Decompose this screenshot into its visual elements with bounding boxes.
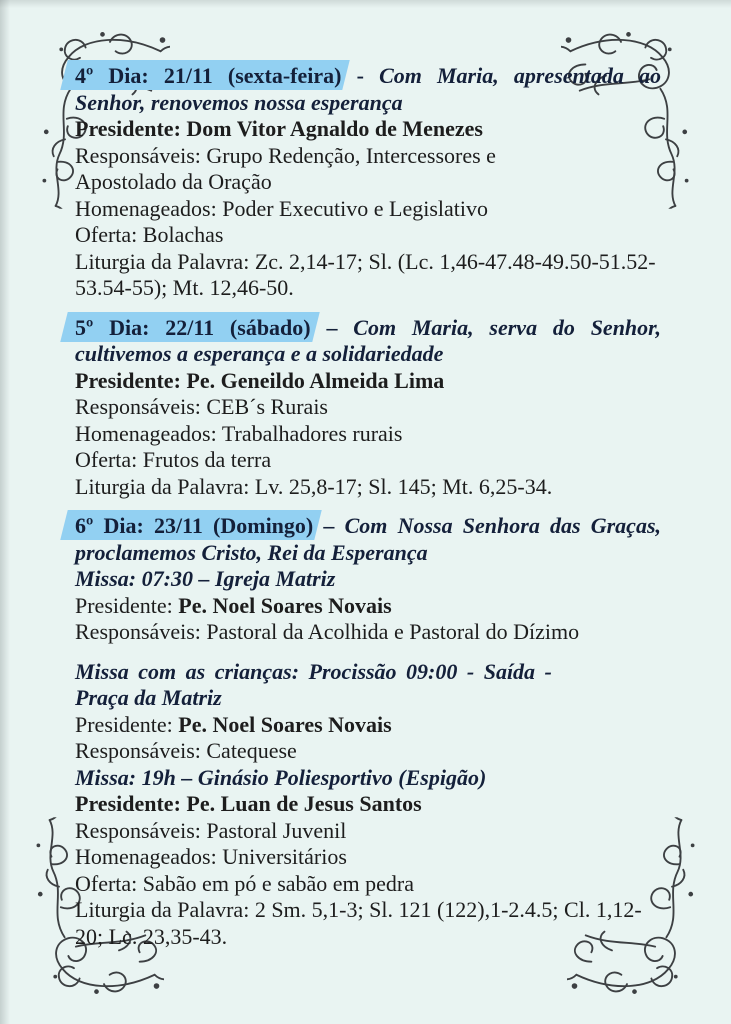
program-line <box>75 712 661 739</box>
program-line <box>75 659 661 686</box>
text-segment: Presidente: <box>75 711 179 737</box>
text-segment: Pe. Noel Soares Novais <box>178 592 392 618</box>
text-segment: Responsáveis: CEB´s Rurais <box>75 394 328 419</box>
text-segment: Homenageados: Poder Executivo e Legislativo <box>75 195 488 221</box>
program-line <box>75 791 661 818</box>
day-heading-highlight: 5º Dia: 22/11 (sábado) <box>75 314 311 340</box>
text-segment: Oferta: Frutos da terra <box>75 447 272 472</box>
program-day-section <box>75 315 661 501</box>
program-line <box>75 566 661 593</box>
text-segment: – <box>313 513 345 538</box>
program-line <box>75 63 661 90</box>
text-segment: Missa com as crianças: Procissão 09:00 - Saída - <box>75 658 552 684</box>
text-segment: Responsáveis: Pastoral Juvenil <box>75 817 347 843</box>
program-line <box>75 593 661 620</box>
scan-edge-shadow-top <box>0 0 731 8</box>
program-line <box>75 315 661 342</box>
text-segment: Responsáveis: Grupo Redenção, Intercessores e <box>75 142 496 168</box>
program-line <box>75 619 661 646</box>
program-line <box>75 394 661 421</box>
text-segment: - <box>341 63 380 88</box>
text-segment: Presidente: Pe. Luan de Jesus Santos <box>75 791 422 816</box>
program-line <box>75 222 661 249</box>
program-line <box>75 685 661 712</box>
scan-edge-shadow-left <box>0 0 10 1024</box>
text-segment: Com Maria, apresentada ao <box>379 63 661 88</box>
program-line <box>75 368 661 395</box>
program-line <box>75 90 661 117</box>
text-segment: Senhor, renovemos nossa esperança <box>75 89 403 115</box>
program-line <box>75 196 661 223</box>
program-day-section <box>75 659 661 951</box>
program-line <box>75 275 661 302</box>
text-segment: Liturgia da Palavra: Zc. 2,14-17; Sl. (Lc. 1,46-47.48-49.50-51.52- <box>75 248 656 274</box>
text-segment: Homenageados: Universitários <box>75 844 347 869</box>
program-line <box>75 897 661 924</box>
program-content <box>75 63 661 950</box>
text-segment: Liturgia da Palavra: Lv. 25,8-17; Sl. 145; Mt. 6,25-34. <box>75 473 553 499</box>
program-day-section <box>75 63 661 302</box>
program-line <box>75 513 661 540</box>
program-line <box>75 143 661 170</box>
day-heading-highlight: 6º Dia: 23/11 (Domingo) <box>75 513 314 538</box>
text-segment: Responsáveis: Catequese <box>75 738 297 763</box>
program-line <box>75 540 661 567</box>
day-heading-highlight: 4º Dia: 21/11 (sexta-feira) <box>75 63 342 88</box>
text-segment: Missa: 07:30 – Igreja Matriz <box>75 566 336 591</box>
program-line <box>75 871 661 898</box>
program-line <box>75 116 661 143</box>
program-line <box>75 818 661 845</box>
text-segment: Missa: 19h – Ginásio Poliesportivo (Espigão) <box>75 764 487 790</box>
program-line <box>75 844 661 871</box>
text-segment: – <box>310 314 354 340</box>
text-segment: Presidente: Pe. Geneildo Almeida Lima <box>75 367 445 393</box>
text-segment: Praça da Matriz <box>75 685 222 710</box>
program-line <box>75 738 661 765</box>
program-line <box>75 421 661 448</box>
text-segment: Presidente: Dom Vitor Agnaldo de Menezes <box>75 116 483 141</box>
text-segment: cultivemos a esperança e a solidariedade <box>75 341 444 366</box>
text-segment: Pe. Noel Soares Novais <box>178 711 392 737</box>
text-segment: Apostolado da Oração <box>75 169 272 194</box>
program-day-section <box>75 513 661 646</box>
text-segment: Oferta: Sabão em pó e sabão em pedra <box>75 870 415 896</box>
program-line <box>75 169 661 196</box>
text-segment: Com Maria, serva do Senhor, <box>353 314 662 340</box>
text-segment: Oferta: Bolachas <box>75 222 224 247</box>
text-segment: proclamemos Cristo, Rei da Esperança <box>75 539 428 565</box>
text-segment: Responsáveis: Pastoral da Acolhida e Pastoral do Dízimo <box>75 619 580 644</box>
text-segment: 20; Lc. 23,35-43. <box>75 923 228 949</box>
program-line <box>75 249 661 276</box>
program-line <box>75 341 661 368</box>
text-segment: Homenageados: Trabalhadores rurais <box>75 420 403 446</box>
program-line <box>75 765 661 792</box>
program-line <box>75 474 661 501</box>
program-line <box>75 924 661 951</box>
text-segment: 53.54-55); Mt. 12,46-50. <box>75 275 294 300</box>
text-segment: Liturgia da Palavra: 2 Sm. 5,1-3; Sl. 121 (122),1-2.4.5; Cl. 1,12- <box>75 897 642 922</box>
program-line <box>75 447 661 474</box>
text-segment: Presidente: <box>75 592 179 618</box>
text-segment: Com Nossa Senhora das Graças, <box>344 513 662 538</box>
